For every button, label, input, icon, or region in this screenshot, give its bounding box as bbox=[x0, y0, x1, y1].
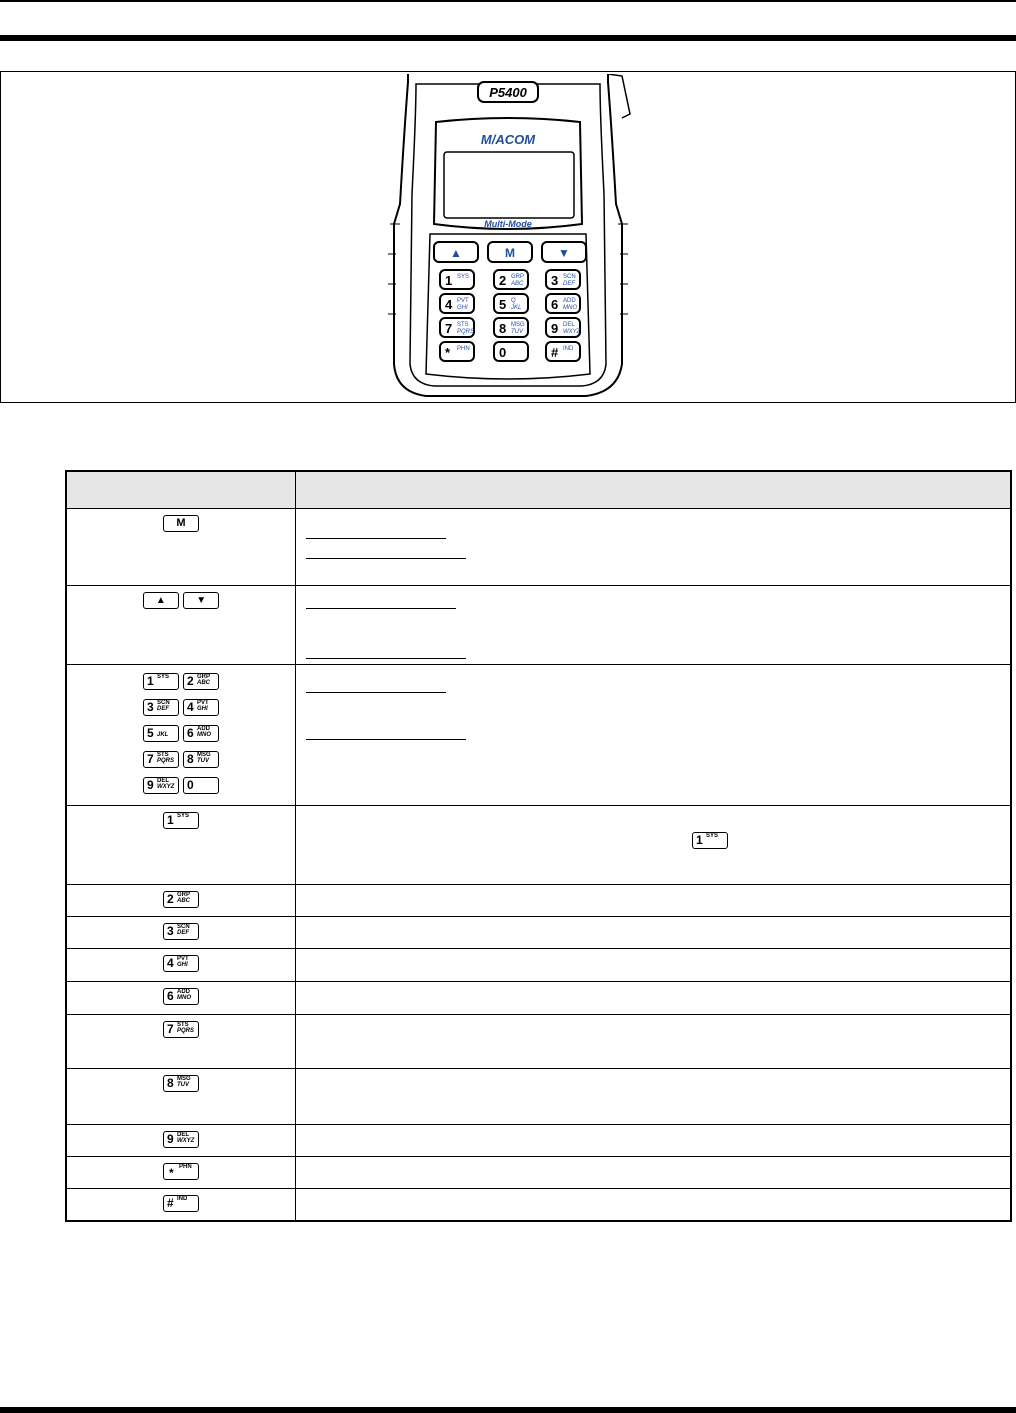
svg-text:JKL: JKL bbox=[511, 305, 522, 311]
key-3: 3 SCN DEF bbox=[143, 699, 179, 716]
radio-up-key bbox=[434, 242, 478, 262]
redacted-line bbox=[306, 538, 446, 539]
svg-text:ABC: ABC bbox=[511, 281, 524, 287]
svg-text:6: 6 bbox=[551, 297, 559, 312]
row-key-hash bbox=[66, 1189, 1011, 1221]
row-key-6 bbox=[66, 982, 1011, 1015]
radio-key-k7 bbox=[440, 318, 474, 337]
key-0: 0 bbox=[183, 777, 219, 794]
radio-key-k5 bbox=[494, 294, 528, 313]
radio-key-k2 bbox=[494, 270, 528, 289]
svg-text:GHI: GHI bbox=[457, 305, 468, 311]
svg-text:#: # bbox=[551, 345, 559, 360]
key-7-sts: 7 STS PQRS bbox=[163, 1021, 199, 1038]
desc-menu bbox=[296, 509, 1012, 586]
svg-text:PHN: PHN bbox=[457, 346, 470, 352]
svg-text:*: * bbox=[445, 345, 451, 360]
key-8-msg: 8 MSG TUV bbox=[163, 1075, 199, 1092]
svg-text:9: 9 bbox=[551, 321, 559, 336]
svg-text:ADD: ADD bbox=[563, 298, 576, 304]
radio-key-k0 bbox=[494, 342, 528, 361]
header-rule-thin bbox=[0, 0, 1016, 2]
svg-text:PQRS: PQRS bbox=[457, 329, 475, 335]
svg-text:7: 7 bbox=[445, 321, 453, 336]
row-numeric-keys bbox=[66, 665, 1011, 806]
key-5: 5 JKL bbox=[143, 725, 179, 742]
radio-key-khash bbox=[546, 342, 580, 361]
key-9-del: 9 DEL WXYZ bbox=[163, 1131, 199, 1148]
redacted-line bbox=[306, 692, 446, 693]
desc-key-2 bbox=[296, 885, 1012, 917]
header-key bbox=[66, 471, 296, 509]
desc-arrows bbox=[296, 586, 1012, 665]
svg-text:SYS: SYS bbox=[457, 274, 470, 280]
svg-text:WXYZ: WXYZ bbox=[563, 329, 581, 335]
radio-down-key bbox=[542, 242, 586, 262]
desc-numeric bbox=[296, 665, 1012, 806]
key-9: 9 DEL WXYZ bbox=[143, 777, 179, 794]
key-6: 6 ADD MNO bbox=[183, 725, 219, 742]
row-key-9 bbox=[66, 1125, 1011, 1157]
radio-key-k3 bbox=[546, 270, 580, 289]
redacted-line bbox=[306, 739, 466, 740]
radio-figure bbox=[0, 71, 1016, 403]
svg-text:PVT: PVT bbox=[457, 298, 469, 304]
up-arrow-key: ▲ bbox=[143, 592, 179, 609]
inline-key-1-sys: 1 SYS bbox=[692, 832, 728, 849]
desc-key-7 bbox=[296, 1015, 1012, 1069]
svg-text:0: 0 bbox=[499, 345, 507, 360]
table-header-row bbox=[66, 471, 1011, 509]
key-7: 7 STS PQRS bbox=[143, 751, 179, 768]
desc-key-9 bbox=[296, 1125, 1012, 1157]
key-hash-ind: # IND bbox=[163, 1195, 199, 1212]
desc-key-6 bbox=[296, 982, 1012, 1015]
key-star-phn: * PHN bbox=[163, 1163, 199, 1180]
svg-text:IND: IND bbox=[563, 346, 574, 352]
svg-text:1: 1 bbox=[445, 273, 453, 288]
svg-text:▲: ▲ bbox=[450, 246, 462, 260]
row-key-8 bbox=[66, 1069, 1011, 1125]
svg-text:3: 3 bbox=[551, 273, 559, 288]
key-4-pvt: 4 PVT GHI bbox=[163, 955, 199, 972]
desc-key-4 bbox=[296, 949, 1012, 982]
row-menu-key bbox=[66, 509, 1011, 586]
svg-text:DEL: DEL bbox=[563, 322, 575, 328]
brand-logo: M/ACOM bbox=[480, 132, 536, 147]
svg-text:4: 4 bbox=[445, 297, 453, 312]
key-8: 8 MSG TUV bbox=[183, 751, 219, 768]
svg-text:TUV: TUV bbox=[511, 329, 523, 335]
mode-label: Multi-Mode bbox=[484, 219, 532, 229]
key-function-table bbox=[65, 470, 1012, 1222]
key-1: 1 SYS bbox=[143, 673, 179, 690]
desc-key-hash bbox=[296, 1189, 1012, 1221]
svg-text:STS: STS bbox=[457, 322, 469, 328]
header-function bbox=[296, 471, 1012, 509]
svg-text:▼: ▼ bbox=[558, 246, 570, 260]
row-arrow-keys bbox=[66, 586, 1011, 665]
radio-key-k4 bbox=[440, 294, 474, 313]
menu-key: M bbox=[163, 515, 199, 532]
redacted-line bbox=[306, 558, 466, 559]
key-1-sys: 1 SYS bbox=[163, 812, 199, 829]
svg-text:8: 8 bbox=[499, 321, 507, 336]
lcd-screen bbox=[444, 152, 574, 218]
svg-text:M: M bbox=[505, 246, 515, 260]
svg-text:MSG: MSG bbox=[511, 322, 525, 328]
row-key-3 bbox=[66, 917, 1011, 949]
key-6-add: 6 ADD MNO bbox=[163, 988, 199, 1005]
desc-key-8 bbox=[296, 1069, 1012, 1125]
radio-key-k9 bbox=[546, 318, 581, 337]
svg-text:5: 5 bbox=[499, 297, 507, 312]
desc-key-3 bbox=[296, 917, 1012, 949]
key-3-scn: 3 SCN DEF bbox=[163, 923, 199, 940]
radio-menu-key bbox=[488, 242, 532, 262]
down-arrow-key: ▼ bbox=[183, 592, 219, 609]
row-key-2 bbox=[66, 885, 1011, 917]
svg-text:Q: Q bbox=[511, 298, 516, 304]
row-key-1 bbox=[66, 806, 1011, 885]
footer-rule-thick bbox=[0, 1407, 1016, 1413]
row-key-4 bbox=[66, 949, 1011, 982]
row-key-7 bbox=[66, 1015, 1011, 1069]
svg-text:2: 2 bbox=[499, 273, 507, 288]
model-label: P5400 bbox=[489, 85, 527, 100]
key-4: 4 PVT GHI bbox=[183, 699, 219, 716]
row-key-star bbox=[66, 1157, 1011, 1189]
desc-key-1 bbox=[296, 806, 1012, 885]
svg-text:GRP: GRP bbox=[511, 274, 525, 280]
radio-illustration bbox=[386, 74, 636, 402]
key-2-grp: 2 GRP ABC bbox=[163, 891, 199, 908]
svg-text:SCN: SCN bbox=[563, 274, 576, 280]
svg-text:MNO: MNO bbox=[563, 305, 577, 311]
radio-key-k6 bbox=[546, 294, 580, 313]
radio-key-k1 bbox=[440, 270, 474, 289]
svg-text:DEF: DEF bbox=[563, 281, 575, 287]
radio-key-k8 bbox=[494, 318, 528, 337]
key-2: 2 GRP ABC bbox=[183, 673, 219, 690]
header-rule-thick bbox=[0, 35, 1016, 41]
radio-key-kstar bbox=[440, 342, 474, 361]
desc-key-star bbox=[296, 1157, 1012, 1189]
redacted-line bbox=[306, 608, 456, 609]
redacted-line bbox=[306, 658, 466, 659]
